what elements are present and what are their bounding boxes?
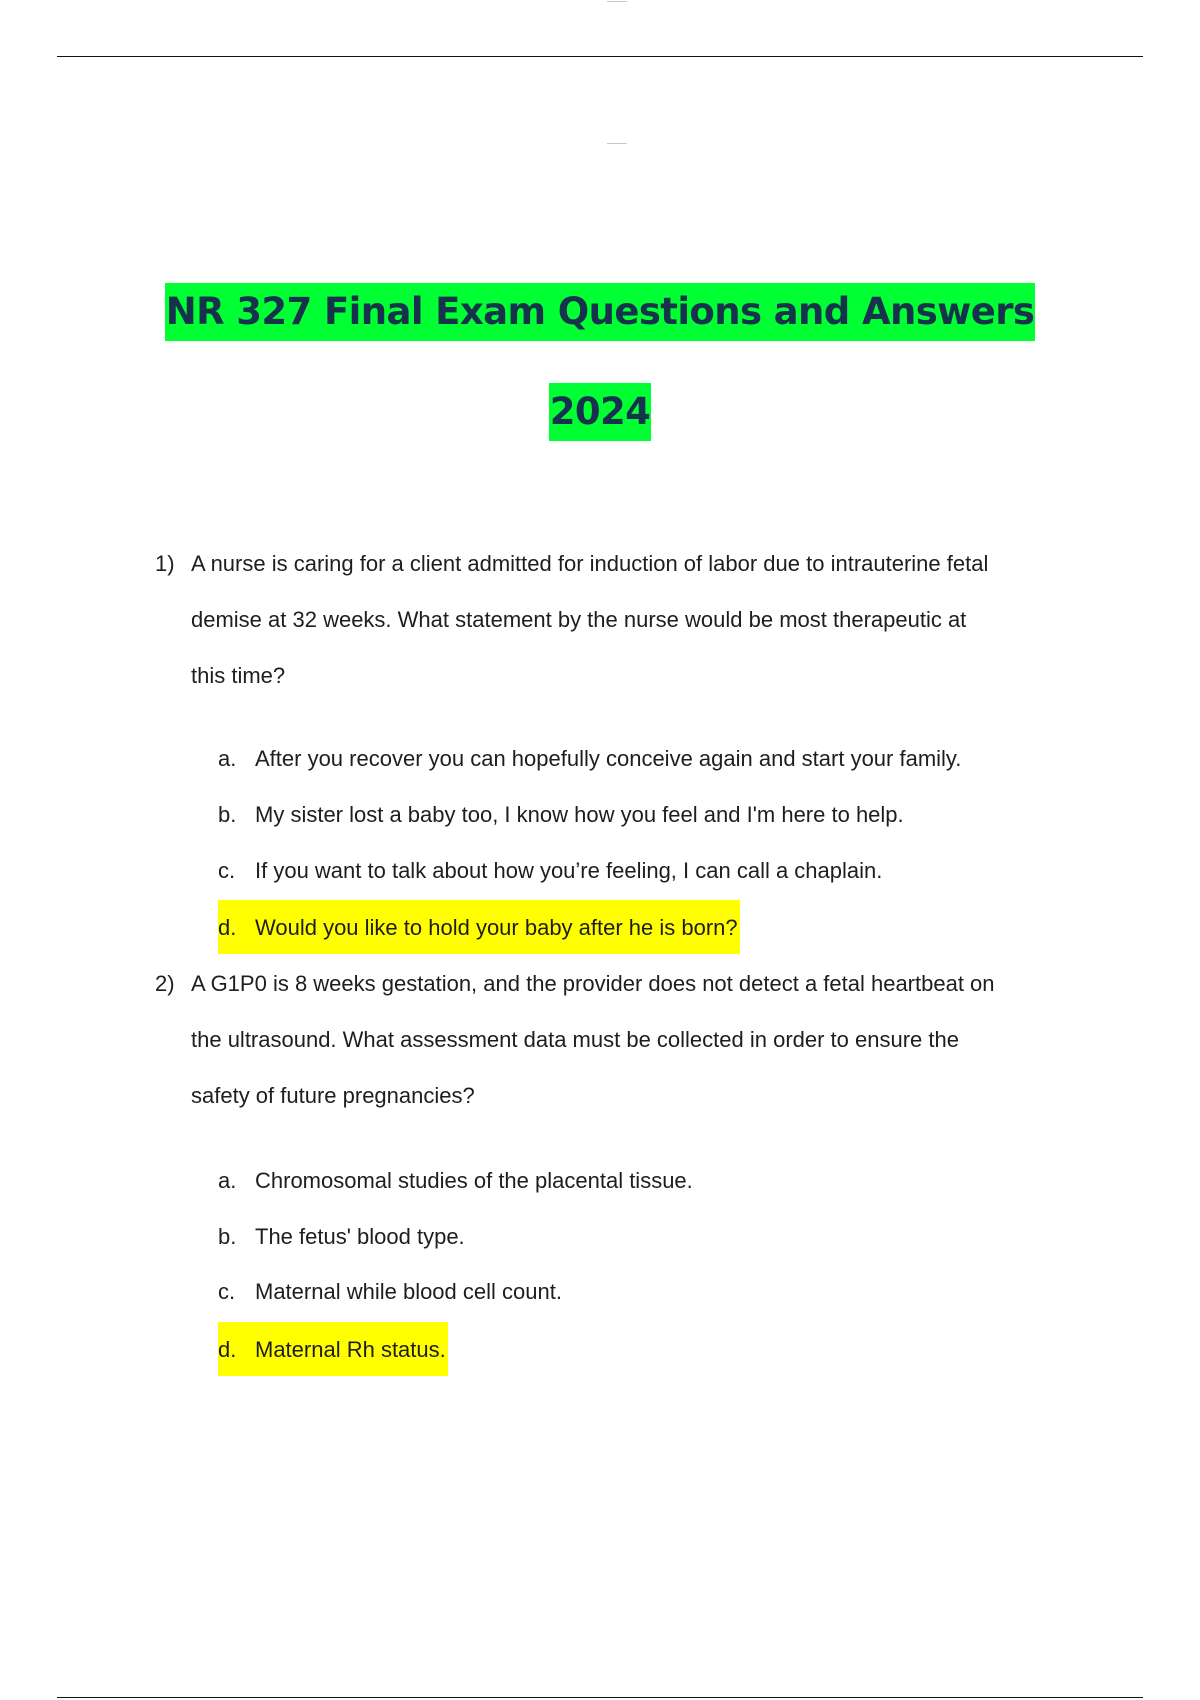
option-text: Maternal while blood cell count.	[255, 1279, 562, 1304]
page-marker	[607, 1, 627, 2]
option-text: If you want to talk about how you’re feeling, I can call a chaplain.	[255, 858, 883, 883]
document-title-text: NR 327 Final Exam Questions and Answers	[165, 283, 1036, 341]
question-stem-line: A G1P0 is 8 weeks gestation, and the provider does not detect a fetal heartbeat on	[191, 971, 995, 996]
document-title-year-text: 2024	[549, 383, 652, 441]
document-title-year	[0, 390, 1200, 433]
header-rule	[57, 56, 1143, 57]
question-stem-line: safety of future pregnancies?	[191, 1083, 475, 1108]
question-number: 1)	[155, 551, 175, 576]
answer-option	[218, 1264, 562, 1320]
correct-answer-option	[218, 900, 740, 954]
option-text: Chromosomal studies of the placental tissue.	[255, 1168, 693, 1193]
option-text: Would you like to hold your baby after he is born?	[255, 915, 738, 940]
answer-option	[218, 843, 882, 899]
option-letter: d.	[218, 1337, 237, 1362]
answer-option	[218, 1153, 693, 1209]
option-letter: c.	[218, 858, 236, 883]
document-title	[0, 290, 1200, 333]
option-letter: c.	[218, 1279, 236, 1304]
footer-rule	[57, 1697, 1143, 1698]
question-stem	[191, 536, 1091, 704]
question-stem-line: demise at 32 weeks. What statement by the nurse would be most therapeutic at	[191, 607, 967, 632]
option-letter: b.	[218, 1224, 237, 1249]
question-stem-line: the ultrasound. What assessment data must be collected in order to ensure the	[191, 1027, 959, 1052]
answer-option	[218, 787, 904, 843]
option-text: The fetus' blood type.	[255, 1224, 465, 1249]
question-stem-line: A nurse is caring for a client admitted for induction of labor due to intrauterine fetal	[191, 551, 989, 576]
correct-answer-option	[218, 1322, 448, 1376]
option-letter: d.	[218, 915, 237, 940]
option-letter: a.	[218, 1168, 237, 1193]
option-text: My sister lost a baby too, I know how you feel and I'm here to help.	[255, 802, 904, 827]
page-marker	[607, 143, 627, 144]
option-text: After you recover you can hopefully conceive again and start your family.	[255, 746, 962, 771]
answer-option	[218, 1209, 465, 1265]
question-stem-line: this time?	[191, 663, 286, 688]
option-letter: a.	[218, 746, 237, 771]
option-letter: b.	[218, 802, 237, 827]
question-number: 2)	[155, 971, 175, 996]
option-text: Maternal Rh status.	[255, 1337, 446, 1362]
question-stem	[191, 956, 1091, 1124]
answer-option	[218, 731, 961, 787]
